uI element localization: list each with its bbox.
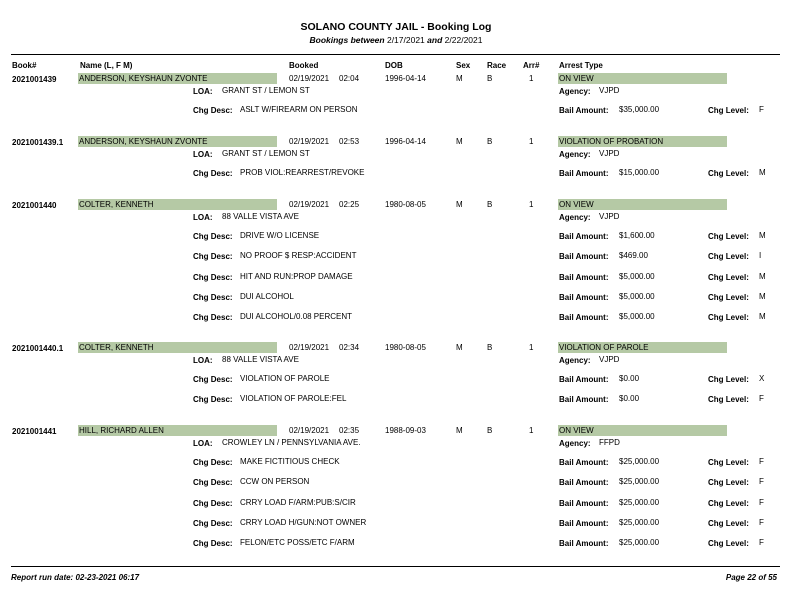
bail-amount: $25,000.00 xyxy=(619,457,660,466)
booked-time: 02:04 xyxy=(339,74,360,83)
book-number: 2021001440 xyxy=(12,201,57,210)
dob: 1980-08-05 xyxy=(385,343,426,352)
inmate-name: COLTER, KENNETH xyxy=(78,199,277,210)
bail-amount-label: Bail Amount: xyxy=(559,478,609,487)
charge-level: M xyxy=(759,231,766,240)
bail-amount: $469.00 xyxy=(619,251,648,260)
booked-time: 02:53 xyxy=(339,137,360,146)
page-number: Page 22 of 55 xyxy=(725,573,777,582)
chg-desc-label: Chg Desc: xyxy=(193,273,233,282)
bail-amount-label: Bail Amount: xyxy=(559,395,609,404)
agency: VJPD xyxy=(599,355,620,364)
agency-label: Agency: xyxy=(559,213,591,222)
charge-description: MAKE FICTITIOUS CHECK xyxy=(240,457,340,466)
booked-time: 02:35 xyxy=(339,426,360,435)
book-number: 2021001439.1 xyxy=(12,138,64,147)
agency-label: Agency: xyxy=(559,439,591,448)
charge-level: X xyxy=(759,374,765,383)
race: B xyxy=(487,426,493,435)
bail-amount: $5,000.00 xyxy=(619,312,655,321)
chg-level-label: Chg Level: xyxy=(708,499,749,508)
chg-desc-label: Chg Desc: xyxy=(193,519,233,528)
chg-level-label: Chg Level: xyxy=(708,252,749,261)
charge-description: NO PROOF $ RESP:ACCIDENT xyxy=(240,251,357,260)
bail-amount-label: Bail Amount: xyxy=(559,232,609,241)
chg-desc-label: Chg Desc: xyxy=(193,478,233,487)
bail-amount: $25,000.00 xyxy=(619,477,660,486)
loa-label: LOA: xyxy=(193,150,213,159)
bail-amount: $0.00 xyxy=(619,374,640,383)
sex: M xyxy=(456,426,463,435)
dob: 1996-04-14 xyxy=(385,137,426,146)
booked-date: 02/19/2021 xyxy=(289,426,330,435)
chg-level-label: Chg Level: xyxy=(708,395,749,404)
agency-label: Agency: xyxy=(559,356,591,365)
chg-desc-label: Chg Desc: xyxy=(193,539,233,548)
loa-label: LOA: xyxy=(193,213,213,222)
charge-description: PROB VIOL:REARREST/REVOKE xyxy=(240,168,365,177)
book-number: 2021001440.1 xyxy=(12,344,64,353)
date-from: 2/17/2021 xyxy=(386,35,425,45)
chg-level-label: Chg Level: xyxy=(708,375,749,384)
arrest-type: ON VIEW xyxy=(558,73,727,84)
arrest-type: VIOLATION OF PAROLE xyxy=(558,342,727,353)
charge-level: F xyxy=(759,477,764,486)
bail-amount-label: Bail Amount: xyxy=(559,106,609,115)
charge-description: CCW ON PERSON xyxy=(240,477,310,486)
booked-date: 02/19/2021 xyxy=(289,137,330,146)
bail-amount: $25,000.00 xyxy=(619,538,660,547)
location-of-arrest: 88 VALLE VISTA AVE xyxy=(222,212,299,221)
charge-description: DUI ALCOHOL xyxy=(240,292,294,301)
race: B xyxy=(487,137,493,146)
header-booked: Booked xyxy=(289,61,319,70)
agency-label: Agency: xyxy=(559,150,591,159)
sex: M xyxy=(456,343,463,352)
bail-amount: $15,000.00 xyxy=(619,168,660,177)
charge-description: CRRY LOAD F/ARM:PUB:S/CIR xyxy=(240,498,356,507)
bail-amount-label: Bail Amount: xyxy=(559,458,609,467)
header-name: Name (L, F M) xyxy=(80,61,133,70)
loa-label: LOA: xyxy=(193,356,213,365)
charge-level: F xyxy=(759,518,764,527)
bail-amount-label: Bail Amount: xyxy=(559,293,609,302)
agency: VJPD xyxy=(599,149,620,158)
booked-date: 02/19/2021 xyxy=(289,200,330,209)
arrest-number: 1 xyxy=(529,137,534,146)
report-title: SOLANO COUNTY JAIL - Booking Log xyxy=(300,21,492,33)
chg-level-label: Chg Level: xyxy=(708,273,749,282)
chg-level-label: Chg Level: xyxy=(708,313,749,322)
charge-level: M xyxy=(759,312,766,321)
race: B xyxy=(487,343,493,352)
chg-desc-label: Chg Desc: xyxy=(193,169,233,178)
bail-amount: $25,000.00 xyxy=(619,518,660,527)
book-number: 2021001439 xyxy=(12,75,57,84)
header-top-rule xyxy=(11,54,780,55)
dob: 1996-04-14 xyxy=(385,74,426,83)
inmate-name: HILL, RICHARD ALLEN xyxy=(78,425,277,436)
arrest-number: 1 xyxy=(529,426,534,435)
inmate-name: ANDERSON, KEYSHAUN ZVONTE xyxy=(78,73,277,84)
bail-amount-label: Bail Amount: xyxy=(559,252,609,261)
inmate-name: ANDERSON, KEYSHAUN ZVONTE xyxy=(78,136,277,147)
chg-desc-label: Chg Desc: xyxy=(193,232,233,241)
bail-amount-label: Bail Amount: xyxy=(559,169,609,178)
charge-level: F xyxy=(759,498,764,507)
agency-label: Agency: xyxy=(559,87,591,96)
bail-amount-label: Bail Amount: xyxy=(559,519,609,528)
report-run-date: Report run date: 02-23-2021 06:17 xyxy=(11,573,140,582)
booked-time: 02:34 xyxy=(339,343,360,352)
charge-description: VIOLATION OF PAROLE:FEL xyxy=(240,394,347,403)
bail-amount: $25,000.00 xyxy=(619,498,660,507)
race: B xyxy=(487,74,493,83)
chg-desc-label: Chg Desc: xyxy=(193,375,233,384)
arrest-number: 1 xyxy=(529,200,534,209)
book-number: 2021001441 xyxy=(12,427,57,436)
agency: VJPD xyxy=(599,212,620,221)
bail-amount-label: Bail Amount: xyxy=(559,375,609,384)
date-to: 2/22/2021 xyxy=(444,35,483,45)
loa-label: LOA: xyxy=(193,87,213,96)
charge-level: M xyxy=(759,292,766,301)
dob: 1988-09-03 xyxy=(385,426,426,435)
arrest-number: 1 xyxy=(529,343,534,352)
race: B xyxy=(487,200,493,209)
chg-desc-label: Chg Desc: xyxy=(193,106,233,115)
booked-time: 02:25 xyxy=(339,200,360,209)
charge-description: HIT AND RUN:PROP DAMAGE xyxy=(240,272,353,281)
chg-level-label: Chg Level: xyxy=(708,478,749,487)
charge-level: I xyxy=(759,251,762,260)
header-race: Race xyxy=(487,61,507,70)
loa-label: LOA: xyxy=(193,439,213,448)
bail-amount: $1,600.00 xyxy=(619,231,655,240)
report-subtitle xyxy=(0,35,792,45)
charge-description: DUI ALCOHOL/0.08 PERCENT xyxy=(240,312,353,321)
sex: M xyxy=(456,74,463,83)
header-arr: Arr# xyxy=(523,61,540,70)
location-of-arrest: 88 VALLE VISTA AVE xyxy=(222,355,299,364)
agency: VJPD xyxy=(599,86,620,95)
charge-description: ASLT W/FIREARM ON PERSON xyxy=(240,105,358,114)
bail-amount-label: Bail Amount: xyxy=(559,539,609,548)
charge-description: CRRY LOAD H/GUN:NOT OWNER xyxy=(240,518,367,527)
arrest-type: ON VIEW xyxy=(558,425,727,436)
chg-desc-label: Chg Desc: xyxy=(193,313,233,322)
location-of-arrest: CROWLEY LN / PENNSYLVANIA AVE. xyxy=(222,438,361,447)
chg-level-label: Chg Level: xyxy=(708,232,749,241)
location-of-arrest: GRANT ST / LEMON ST xyxy=(222,86,310,95)
chg-level-label: Chg Level: xyxy=(708,539,749,548)
chg-desc-label: Chg Desc: xyxy=(193,252,233,261)
charge-description: DRIVE W/O LICENSE xyxy=(240,231,320,240)
inmate-name: COLTER, KENNETH xyxy=(78,342,277,353)
header-dob: DOB xyxy=(385,61,403,70)
chg-level-label: Chg Level: xyxy=(708,519,749,528)
charge-description: FELON/ETC POSS/ETC F/ARM xyxy=(240,538,355,547)
charge-level: F xyxy=(759,538,764,547)
footer-rule xyxy=(11,566,780,567)
sex: M xyxy=(456,137,463,146)
charge-level: M xyxy=(759,168,766,177)
arrest-number: 1 xyxy=(529,74,534,83)
chg-desc-label: Chg Desc: xyxy=(193,395,233,404)
subtitle-and: and xyxy=(427,35,443,45)
bail-amount-label: Bail Amount: xyxy=(559,499,609,508)
sex: M xyxy=(456,200,463,209)
charge-level: F xyxy=(759,394,764,403)
chg-desc-label: Chg Desc: xyxy=(193,499,233,508)
header-sex: Sex xyxy=(456,61,471,70)
charge-level: M xyxy=(759,272,766,281)
chg-desc-label: Chg Desc: xyxy=(193,458,233,467)
bail-amount: $35,000.00 xyxy=(619,105,660,114)
header-book: Book# xyxy=(12,61,37,70)
header-arrest-type: Arrest Type xyxy=(559,61,603,70)
booked-date: 02/19/2021 xyxy=(289,343,330,352)
chg-desc-label: Chg Desc: xyxy=(193,293,233,302)
bail-amount: $5,000.00 xyxy=(619,292,655,301)
bail-amount-label: Bail Amount: xyxy=(559,313,609,322)
chg-level-label: Chg Level: xyxy=(708,169,749,178)
subtitle-prefix: Bookings between xyxy=(309,35,385,45)
arrest-type: ON VIEW xyxy=(558,199,727,210)
bail-amount-label: Bail Amount: xyxy=(559,273,609,282)
charge-level: F xyxy=(759,105,764,114)
arrest-type: VIOLATION OF PROBATION xyxy=(558,136,727,147)
chg-level-label: Chg Level: xyxy=(708,293,749,302)
dob: 1980-08-05 xyxy=(385,200,426,209)
charge-level: F xyxy=(759,457,764,466)
chg-level-label: Chg Level: xyxy=(708,458,749,467)
bail-amount: $5,000.00 xyxy=(619,272,655,281)
chg-level-label: Chg Level: xyxy=(708,106,749,115)
agency: FFPD xyxy=(599,438,620,447)
location-of-arrest: GRANT ST / LEMON ST xyxy=(222,149,310,158)
bail-amount: $0.00 xyxy=(619,394,640,403)
charge-description: VIOLATION OF PAROLE xyxy=(240,374,330,383)
booked-date: 02/19/2021 xyxy=(289,74,330,83)
